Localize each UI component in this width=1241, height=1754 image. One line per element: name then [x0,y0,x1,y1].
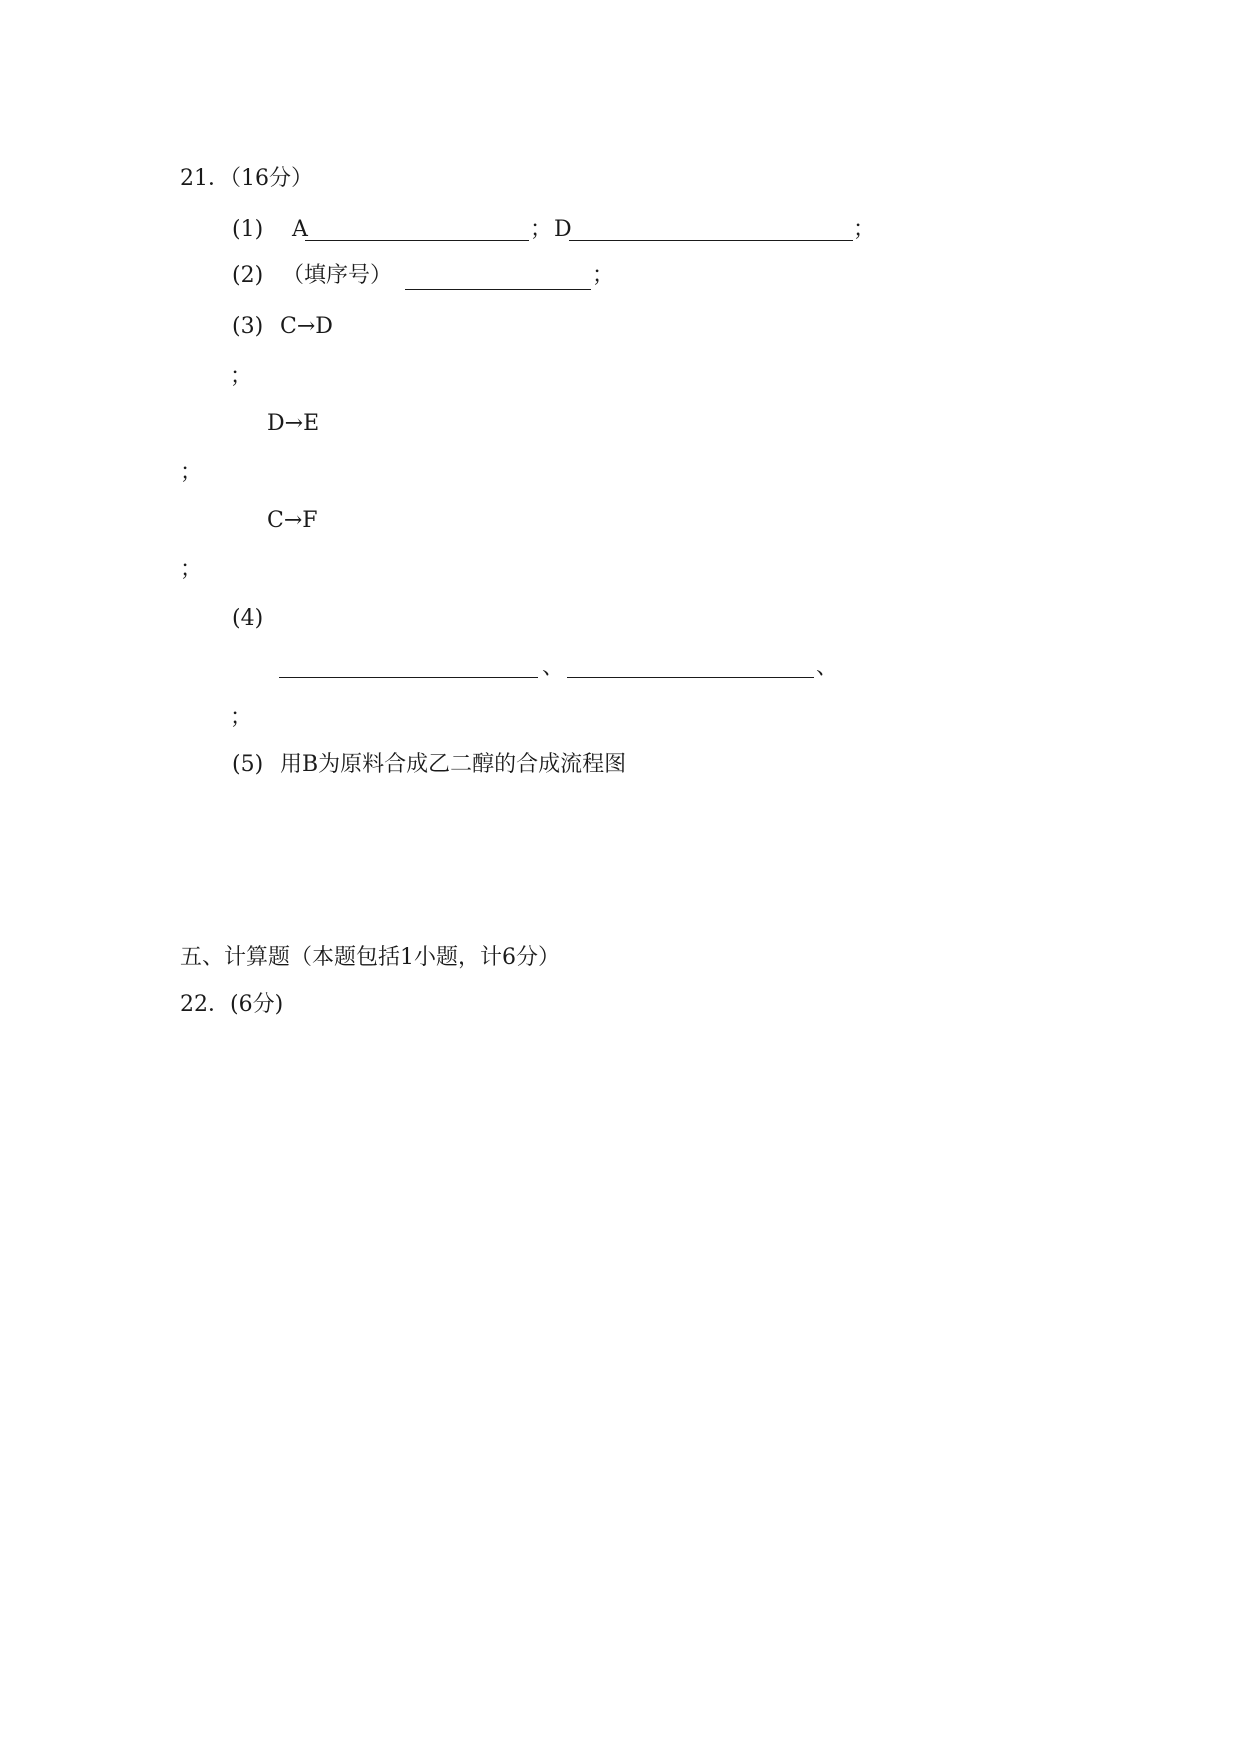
part-2-end: ； [592,263,615,288]
answer-blank-2[interactable] [405,289,591,290]
part-2-number: (2) [232,263,264,288]
semicolon-d-to-e: ； [180,460,203,485]
section-5-title: 五、计算题（本题包括1小题，计6分） [180,945,560,970]
equation-c-to-d: C→D [280,314,333,339]
part-1-separator: ； [530,217,553,242]
part-1-end: ； [853,217,876,242]
part-4-semicolon: ； [230,705,253,730]
semicolon-c-to-f: ； [180,557,203,582]
answer-blank-a[interactable] [305,240,529,241]
semicolon-c-to-d: ； [230,364,253,389]
part-3-number: (3) [232,314,264,339]
part-5-number: (5) [232,752,264,777]
equation-d-to-e: D→E [267,411,320,436]
answer-blank-4a[interactable] [279,677,538,678]
part-1-label-a: A [292,217,308,242]
question-21-heading: 21．（16分） [180,166,313,191]
part-4-comma-2: 、 [816,655,839,680]
part-5-text: 用B为原料合成乙二醇的合成流程图 [280,752,627,777]
answer-blank-4b[interactable] [567,677,814,678]
part-2-label: （填序号） [282,263,393,288]
equation-c-to-f: C→F [267,508,318,533]
part-1-number: (1) [232,217,264,242]
part-1-label-d: D [554,217,572,242]
part-4-comma-1: 、 [542,655,565,680]
question-22-heading: 22．(6分) [180,992,284,1017]
answer-blank-d[interactable] [569,240,853,241]
part-4-number: (4) [232,606,264,631]
